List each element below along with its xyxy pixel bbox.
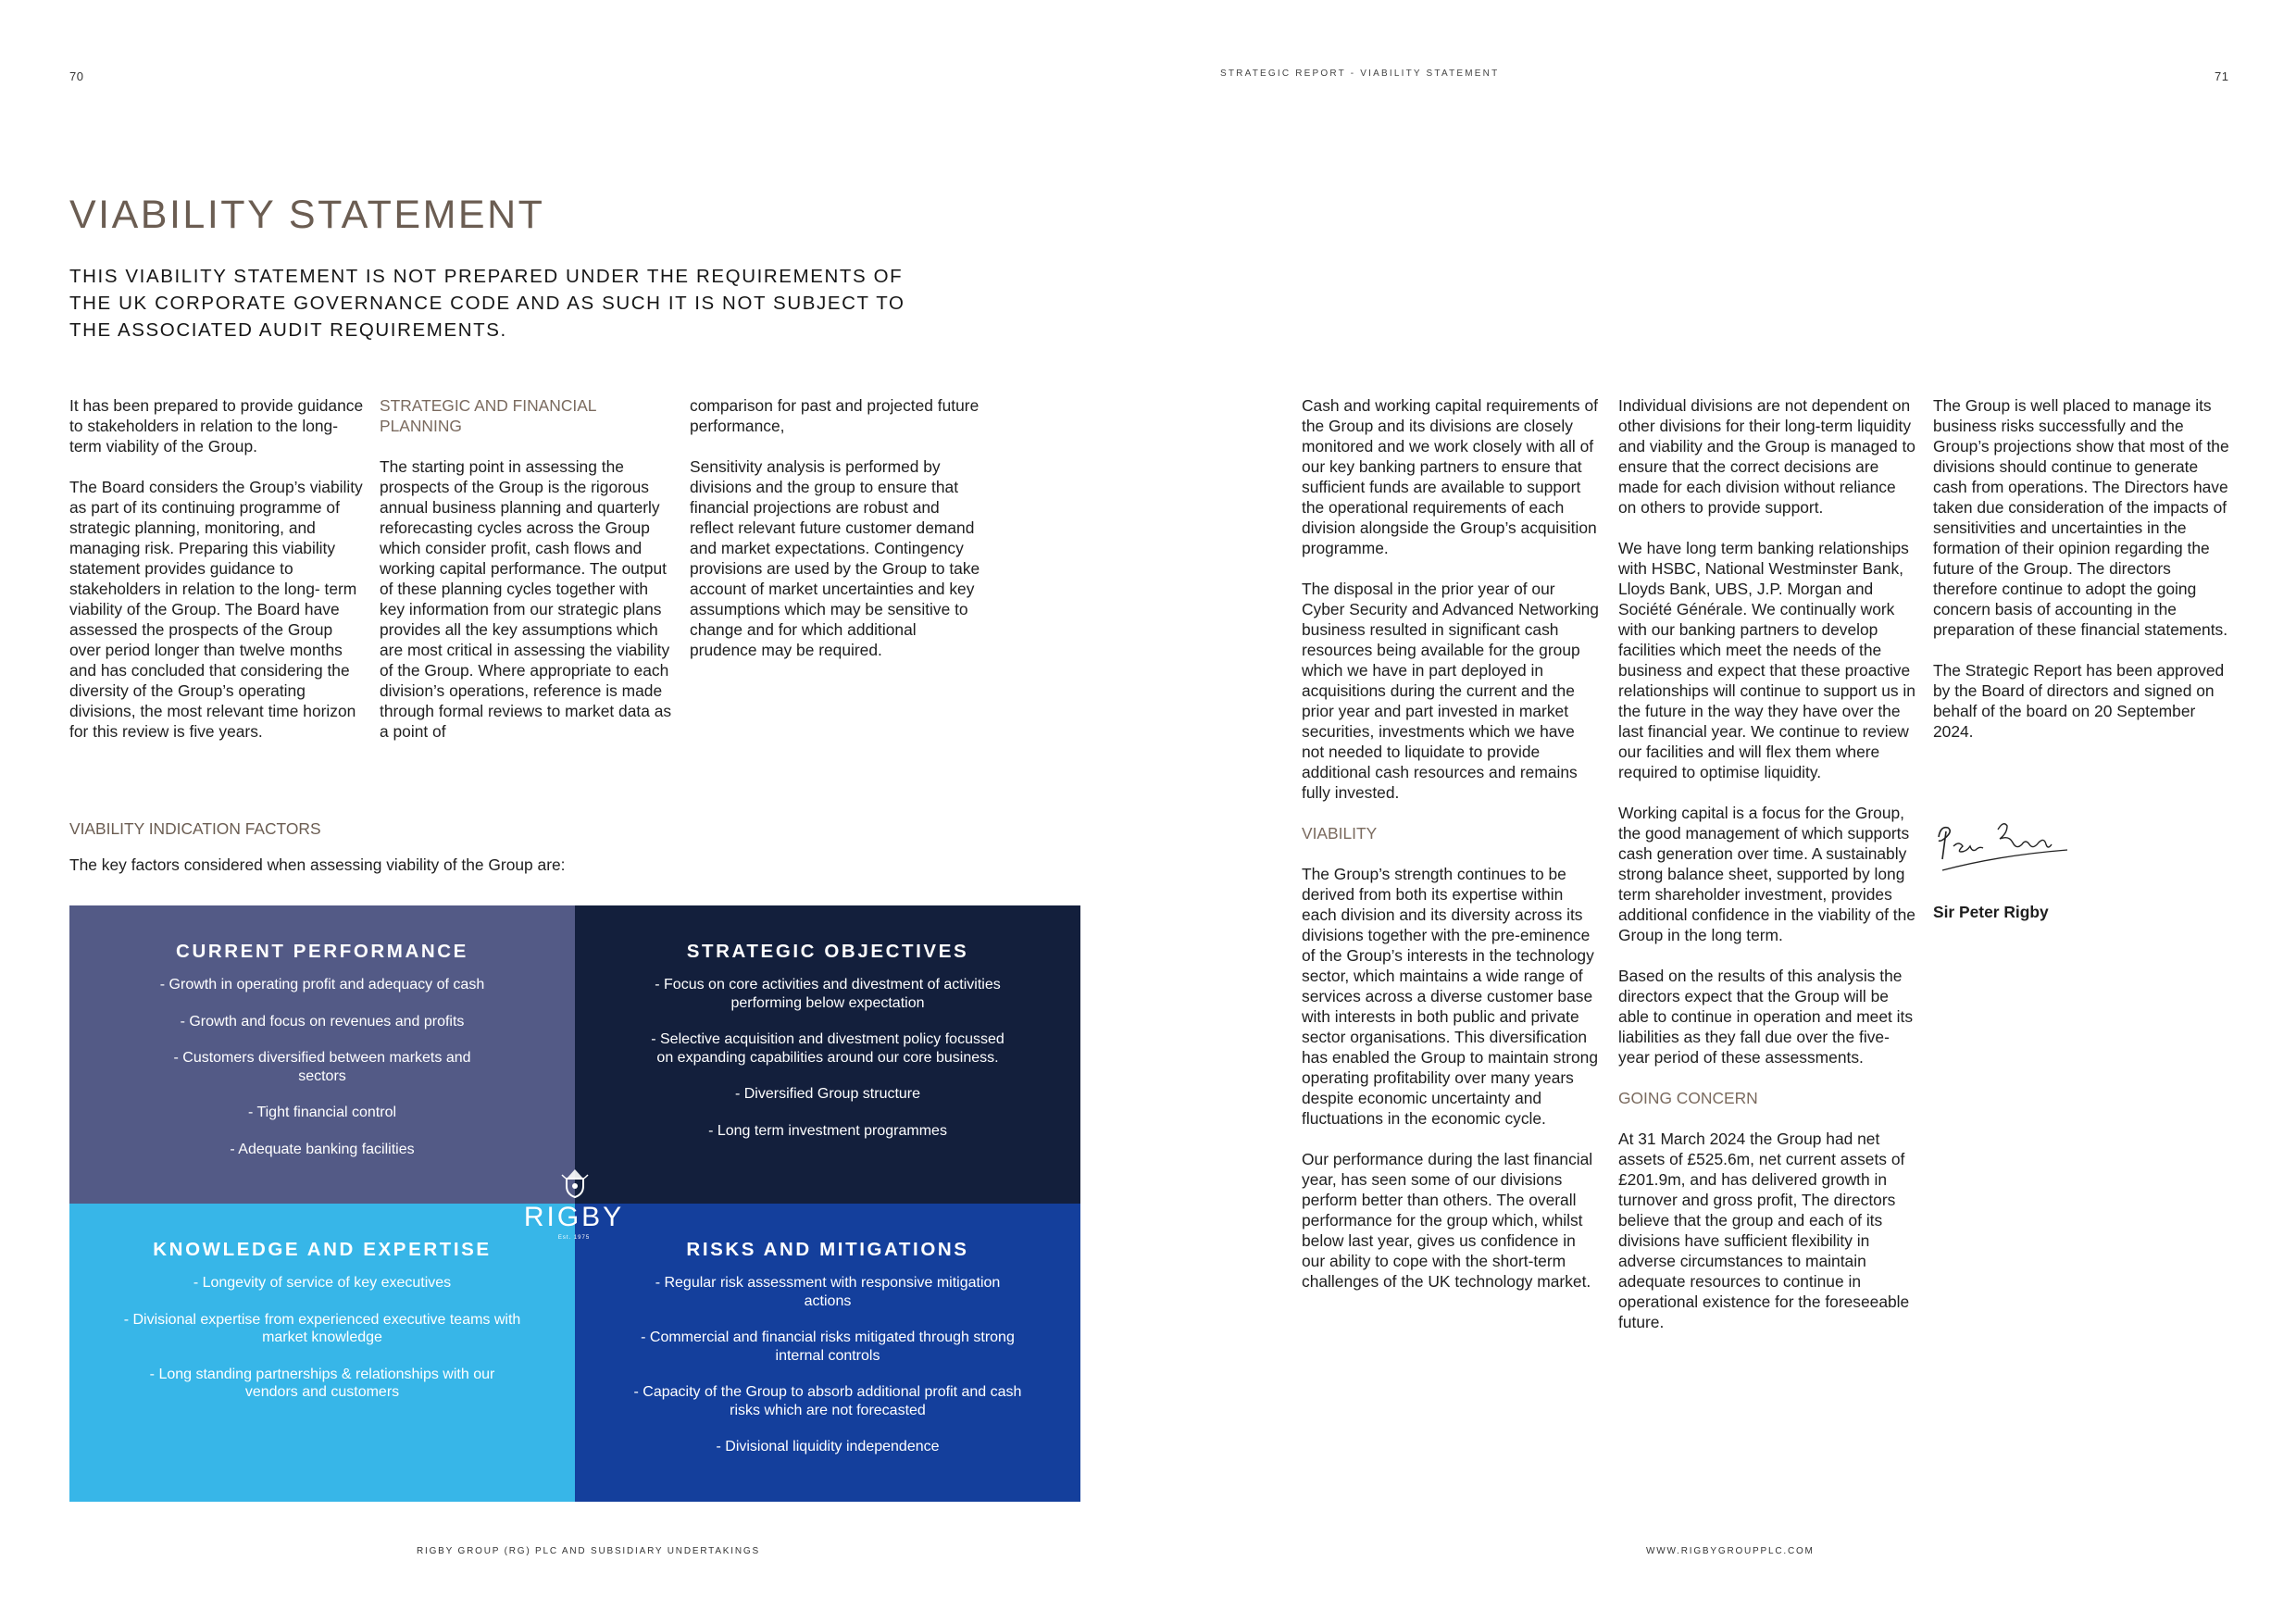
paragraph: The starting point in assessing the prospects of the Group is the rigorous annual business planning and quarterly reforecasting cycles across the Group which consider profit, cash flows and working capital performance. The output of these planning cycles together with key information from our strategic plans provides all the key assumptions which are most critical in assessing the viability of the Group. Where appropriate to each division’s operations, reference is made through formal reviews to market data as a point of xyxy=(380,457,672,741)
list-item: - Focus on core activities and divestment of activities performing below expectation xyxy=(655,977,1001,1011)
paragraph: The Strategic Report has been approved by the Board of directors and signed on behalf of the board on 20 September 2024. xyxy=(1933,661,2225,741)
logo-established: Est. 1975 xyxy=(557,1235,591,1241)
factors-heading: VIABILITY INDICATION FACTORS xyxy=(69,819,321,838)
left-column-3 xyxy=(690,395,986,680)
list-item: - Regular risk assessment with responsive mitigation actions xyxy=(655,1275,1001,1309)
page-number-right: 71 xyxy=(2215,69,2229,83)
left-column-1 xyxy=(69,395,366,762)
crest-icon xyxy=(558,1166,592,1199)
left-column-2 xyxy=(380,395,676,762)
footer-left: RIGBY GROUP (RG) PLC AND SUBSIDIARY UNDERTAKINGS xyxy=(417,1546,760,1556)
quadrant-list xyxy=(643,976,1013,1140)
factors-intro: The key factors considered when assessing viability of the Group are: xyxy=(69,855,566,874)
paragraph: The Group is well placed to manage its business risks successfully and the Group’s projections show that most of the divisions should continue to generate cash from operations. The Directors have taken due consideration of the impacts of sensitivities and uncertainties in the formation of their opinion regarding the future of the Group. The directors therefore continue to adopt the going concern basis of accounting in the preparation of these financial statements. xyxy=(1933,396,2229,639)
footer-right: WWW.RIGBYGROUPPLC.COM xyxy=(1646,1546,1815,1556)
quadrant-list xyxy=(109,1274,535,1402)
signature-image xyxy=(1933,818,2072,883)
right-column-1 xyxy=(1302,395,1600,1312)
list-item: - Adequate banking facilities xyxy=(230,1141,415,1157)
quadrant-title: RISKS AND MITIGATIONS xyxy=(686,1239,969,1260)
right-column-2 xyxy=(1618,395,1916,1353)
section-heading-going-concern: GOING CONCERN xyxy=(1618,1089,1758,1107)
running-header: STRATEGIC REPORT - VIABILITY STATEMENT xyxy=(1220,69,1500,79)
subheading: THIS VIABILITY STATEMENT IS NOT PREPARED UNDER THE REQUIREMENTS OF THE UK CORPORATE GOVERNANCE CODE AND AS SUCH IT IS NOT SUBJECT TO THE ASSOCIATED AUDIT REQUIREMENTS. xyxy=(69,266,905,341)
quadrant-title: CURRENT PERFORMANCE xyxy=(176,941,468,962)
list-item: - Long term investment programmes xyxy=(708,1122,947,1139)
paragraph: Individual divisions are not dependent on other divisions for their long-term liquidity and viability and the Group is managed to ensure that the correct decisions are made for each division without reliance on others to provide support. xyxy=(1618,396,1915,517)
list-item: - Divisional expertise from experienced executive teams with market knowledge xyxy=(123,1311,521,1345)
right-column-3 xyxy=(1933,395,2231,762)
paragraph: Cash and working capital requirements of the Group and its divisions are closely monitored and we work closely with all of our key banking partners to ensure that sufficient funds are available to support the operational requirements of each division alongside the Group’s acquisition programme. xyxy=(1302,396,1598,557)
page-title: VIABILITY STATEMENT xyxy=(69,193,545,237)
list-item: - Commercial and financial risks mitigated through strong internal controls xyxy=(641,1330,1015,1364)
list-item: - Diversified Group structure xyxy=(734,1086,921,1102)
list-item: - Long standing partnerships & relationships with our vendors and customers xyxy=(149,1366,495,1400)
quadrant-knowledge-expertise xyxy=(69,1204,575,1502)
list-item: - Growth in operating profit and adequacy of cash xyxy=(159,977,485,993)
section-heading-planning: STRATEGIC AND FINANCIAL PLANNING xyxy=(380,396,596,435)
list-item: - Capacity of the Group to absorb additional profit and cash risks which are not forecasted xyxy=(633,1384,1022,1418)
paragraph: The Board considers the Group’s viability as part of its continuing programme of strategic planning, monitoring, and managing risk. Preparing this viability statement provides guidance to stakeholders in relation to the long- term viability of the Group. The Board have assessed the prospects of the Group over period longer than twelve months and has concluded that considering the diversity of the Group’s operating divisions, the most relevant time horizon for this review is five years. xyxy=(69,478,363,741)
quadrant-strategic-objectives xyxy=(575,905,1080,1204)
quadrant-title: KNOWLEDGE AND EXPERTISE xyxy=(153,1239,492,1260)
paragraph: Based on the results of this analysis the directors expect that the Group will be able to continue in operation and meet its liabilities as they fall due over the five-year period of these assessments. xyxy=(1618,967,1914,1067)
signatory-name: Sir Peter Rigby xyxy=(1933,903,2049,921)
list-item: - Selective acquisition and divestment policy focussed on expanding capabilities around our core business. xyxy=(651,1031,1004,1066)
paragraph: Working capital is a focus for the Group, the good management of which supports cash generation over time. A sustainably strong balance sheet, supported by long term shareholder investment, provides additional confidence in the viability of the Group in the long term. xyxy=(1618,804,1915,944)
paragraph: It has been prepared to provide guidance to stakeholders in relation to the long-term viability of the Group. xyxy=(69,396,364,456)
list-item: - Growth and focus on revenues and profits xyxy=(180,1013,465,1030)
paragraph: Sensitivity analysis is performed by divisions and the group to ensure that financial projections are robust and reflect relevant future customer demand and market expectations. Contingency provisions are used by the Group to take account of market uncertainties and key assumptions which may be sensitive to change and for which additional prudence may be required. xyxy=(690,457,980,659)
quadrant-current-performance xyxy=(69,905,575,1204)
paragraph: At 31 March 2024 the Group had net assets of £525.6m, net current assets of £201.9m, and has delivered growth in turnover and gross profit, The directors believe that the group and each of its divisions have sufficient flexibility in adverse circumstances to maintain adequate resources to continue in operational existence for the foreseeable future. xyxy=(1618,1130,1910,1331)
paragraph: Our performance during the last financial year, has seen some of our divisions perform better than others. The overall performance for the group which, whilst below last year, gives us confidence in our ability to cope with the short-term challenges of the UK technology market. xyxy=(1302,1150,1593,1291)
section-heading-viability: VIABILITY xyxy=(1302,824,1378,843)
list-item: - Tight financial control xyxy=(247,1105,397,1120)
paragraph: The disposal in the prior year of our Cyber Security and Advanced Networking business resulted in significant cash resources being available for the group which we have in part deployed in acquisitions during the current and the prior year and part invested in market securities, investments which we have not needed to liquidate to provide additional cash resources and remains fully invested. xyxy=(1302,580,1599,802)
paragraph: The Group’s strength continues to be derived from both its expertise within each division and its diversity across its divisions together with the pre-eminence of the Group’s interests in the technology sector, which maintains a wide range of services across a diverse customer base with interests in both public and private sector organisations. This diversification has enabled the Group to maintain strong operating profitability over many years despite economic uncertainty and fluctuations in the economic cycle. xyxy=(1302,865,1599,1128)
paragraph: We have long term banking relationships with HSBC, National Westminster Bank, Lloyds Bank, UBS, J.P. Morgan and Société Générale. We continually work with our banking partners to develop facilities which meet the needs of the business and expect that these proactive relationships will continue to support us in the future in the way they have over the last financial year. We continue to review our facilities and will flex them where required to optimise liquidity. xyxy=(1618,539,1915,781)
page-number-left: 70 xyxy=(69,69,84,83)
quadrant-list xyxy=(633,1274,1022,1456)
quadrant-list xyxy=(119,976,526,1158)
list-item: - Longevity of service of key executives xyxy=(193,1275,452,1291)
rigby-wordmark: RIGBY xyxy=(523,1202,625,1232)
quadrant-title: STRATEGIC OBJECTIVES xyxy=(686,941,969,962)
list-item: - Divisional liquidity independence xyxy=(716,1439,940,1454)
list-item: - Customers diversified between markets and sectors xyxy=(173,1050,471,1084)
quadrant-risks-mitigations xyxy=(575,1204,1080,1502)
paragraph: comparison for past and projected future performance, xyxy=(690,396,980,435)
